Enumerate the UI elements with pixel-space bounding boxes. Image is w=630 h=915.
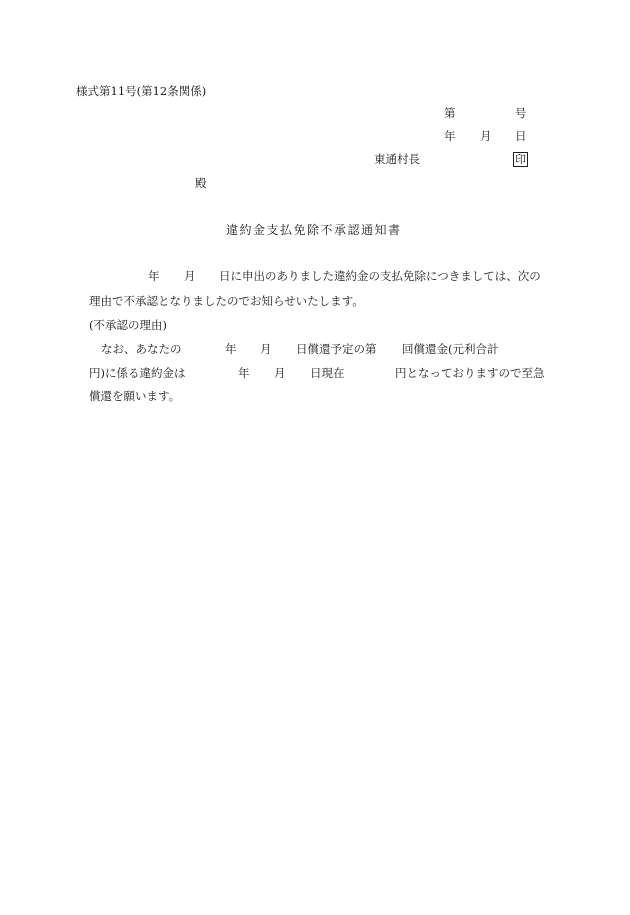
body-month-1: 月 <box>184 269 196 283</box>
body-year-1: 年 <box>148 269 160 283</box>
body-line-4-start: なお、あなたの <box>101 342 182 356</box>
date-month: 月 <box>480 129 492 143</box>
body-line-1: 日に申出のありました違約金の支払免除につきましては、次の <box>219 269 541 283</box>
body-line-5-end: 円となっておりますので至急 <box>395 366 545 380</box>
date-year: 年 <box>444 129 456 143</box>
body-year-4: 年 <box>225 342 237 356</box>
document-title: 違約金支払免除不承認通知書 <box>226 223 402 237</box>
form-number: 様式第11号(第12条関係) <box>76 84 207 98</box>
body-year-5: 年 <box>238 366 250 380</box>
body-line-4-mid: 日償還予定の第 <box>296 342 377 356</box>
body-line-5-start: 円)に係る違約金は <box>89 366 186 380</box>
body-line-4-end: 回償還金(元利合計 <box>402 342 499 356</box>
seal-stamp: 印 <box>515 153 526 166</box>
body-line-6: 償還を願います。 <box>89 389 181 403</box>
addressee-suffix: 殿 <box>195 176 207 190</box>
doc-number-suffix: 号 <box>515 106 527 120</box>
doc-number-prefix: 第 <box>444 106 456 120</box>
body-line-2: 理由で不承認となりましたのでお知らせいたします。 <box>89 294 364 308</box>
date-day: 日 <box>515 129 527 143</box>
body-month-5: 月 <box>274 366 286 380</box>
body-line-5-mid: 日現在 <box>310 366 345 380</box>
reason-heading: (不承認の理由) <box>89 318 167 332</box>
body-month-4: 月 <box>260 342 272 356</box>
issuer-name: 東通村長 <box>374 152 420 166</box>
